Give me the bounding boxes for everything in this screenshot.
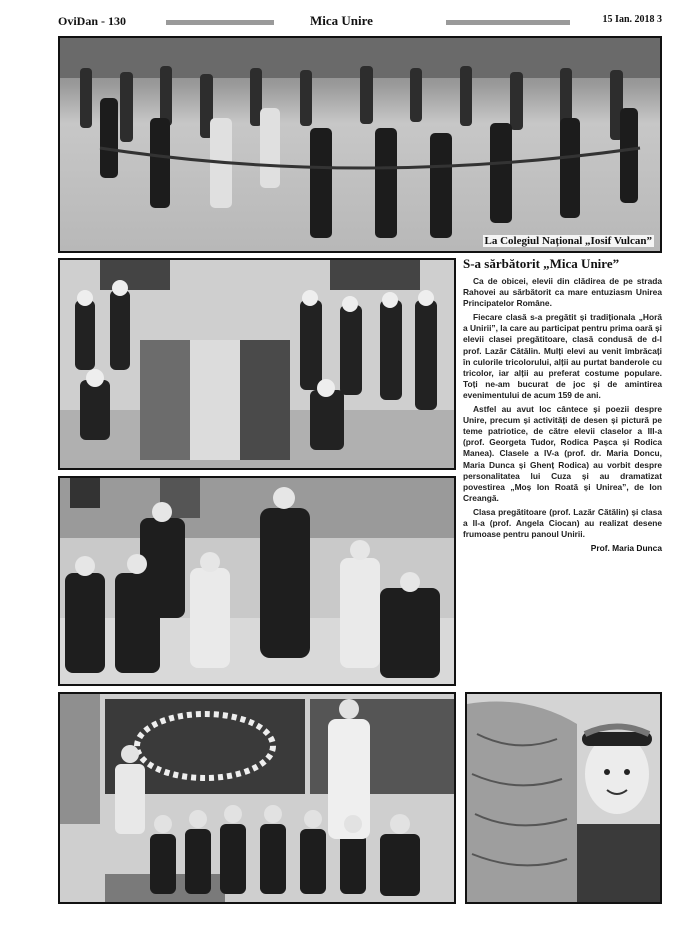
article-paragraph: Astfel au avut loc cântece și poezii despre Unire, precum și activități de desen și pictură pe teme patriotice, de către elevii claselor a III-a (prof. Georgeta Tudor, Rodica Pașca și Rodica Manea). Clasele a IV-a (prof. dr. Maria Doncu, Maria Dunca și Ghenț Rodica) au vorbit despre personalitatea lui Cuza și au dramatizat povestirea „Moș Ion Roată și Unirea”, de Ion Creangă. [463, 404, 662, 503]
article-title: S-a sărbătorit „Mica Unire” [463, 256, 620, 271]
hora-illustration [60, 38, 660, 251]
dance-illustration [60, 478, 454, 684]
group-flag-illustration [60, 260, 454, 468]
photo-group-with-flag [58, 258, 456, 470]
publication-name: OviDan - 130 [58, 14, 127, 28]
photo-girl-portrait [465, 692, 662, 904]
portrait-illustration [467, 694, 660, 902]
photo-dance-with-teacher [58, 476, 456, 686]
classroom-illustration [60, 694, 454, 902]
header-bar-left [166, 20, 274, 25]
header-bar-right [446, 20, 570, 25]
article [463, 256, 662, 686]
page-title: Mica Unire [310, 13, 373, 28]
photo-schoolyard-hora [58, 36, 662, 253]
issue-date: 15 Ian. 2018 3 [602, 14, 662, 25]
article-signature: Prof. Maria Dunca [590, 543, 662, 554]
page-header [58, 10, 662, 32]
photo-caption: La Colegiul Național „Iosif Vulcan” [484, 235, 652, 247]
article-paragraph: Ca de obicei, elevii din clădirea de pe strada Rahovei au sărbătorit ca mare entuziasm Unirea Principatelor Române. [463, 276, 662, 309]
article-paragraph: Clasa pregătitoare (prof. Lazăr Cătălin) și clasa a II-a (prof. Angela Ciocan) au realizat desene frumoase pentru panoul Unirii. [463, 506, 662, 540]
photo-classroom [58, 692, 456, 904]
article-paragraph: Fiecare clasă s-a pregătit și tradiționala „Horă a Unirii”, la care au participat pentru prima oară și elevii clasei pregătitoare, clasă condusă de d-l prof. Lazăr Cătălin. Mulți elevi au venit îmbrăcați în culorile tricolorului, alții au purtat banderole cu tricolor, iar alții au preferat costume populare. Toți ne-am bucurat de joc și de amintirea evenimentului de acum 159 de ani. [463, 312, 662, 400]
flag-icon [140, 340, 290, 460]
